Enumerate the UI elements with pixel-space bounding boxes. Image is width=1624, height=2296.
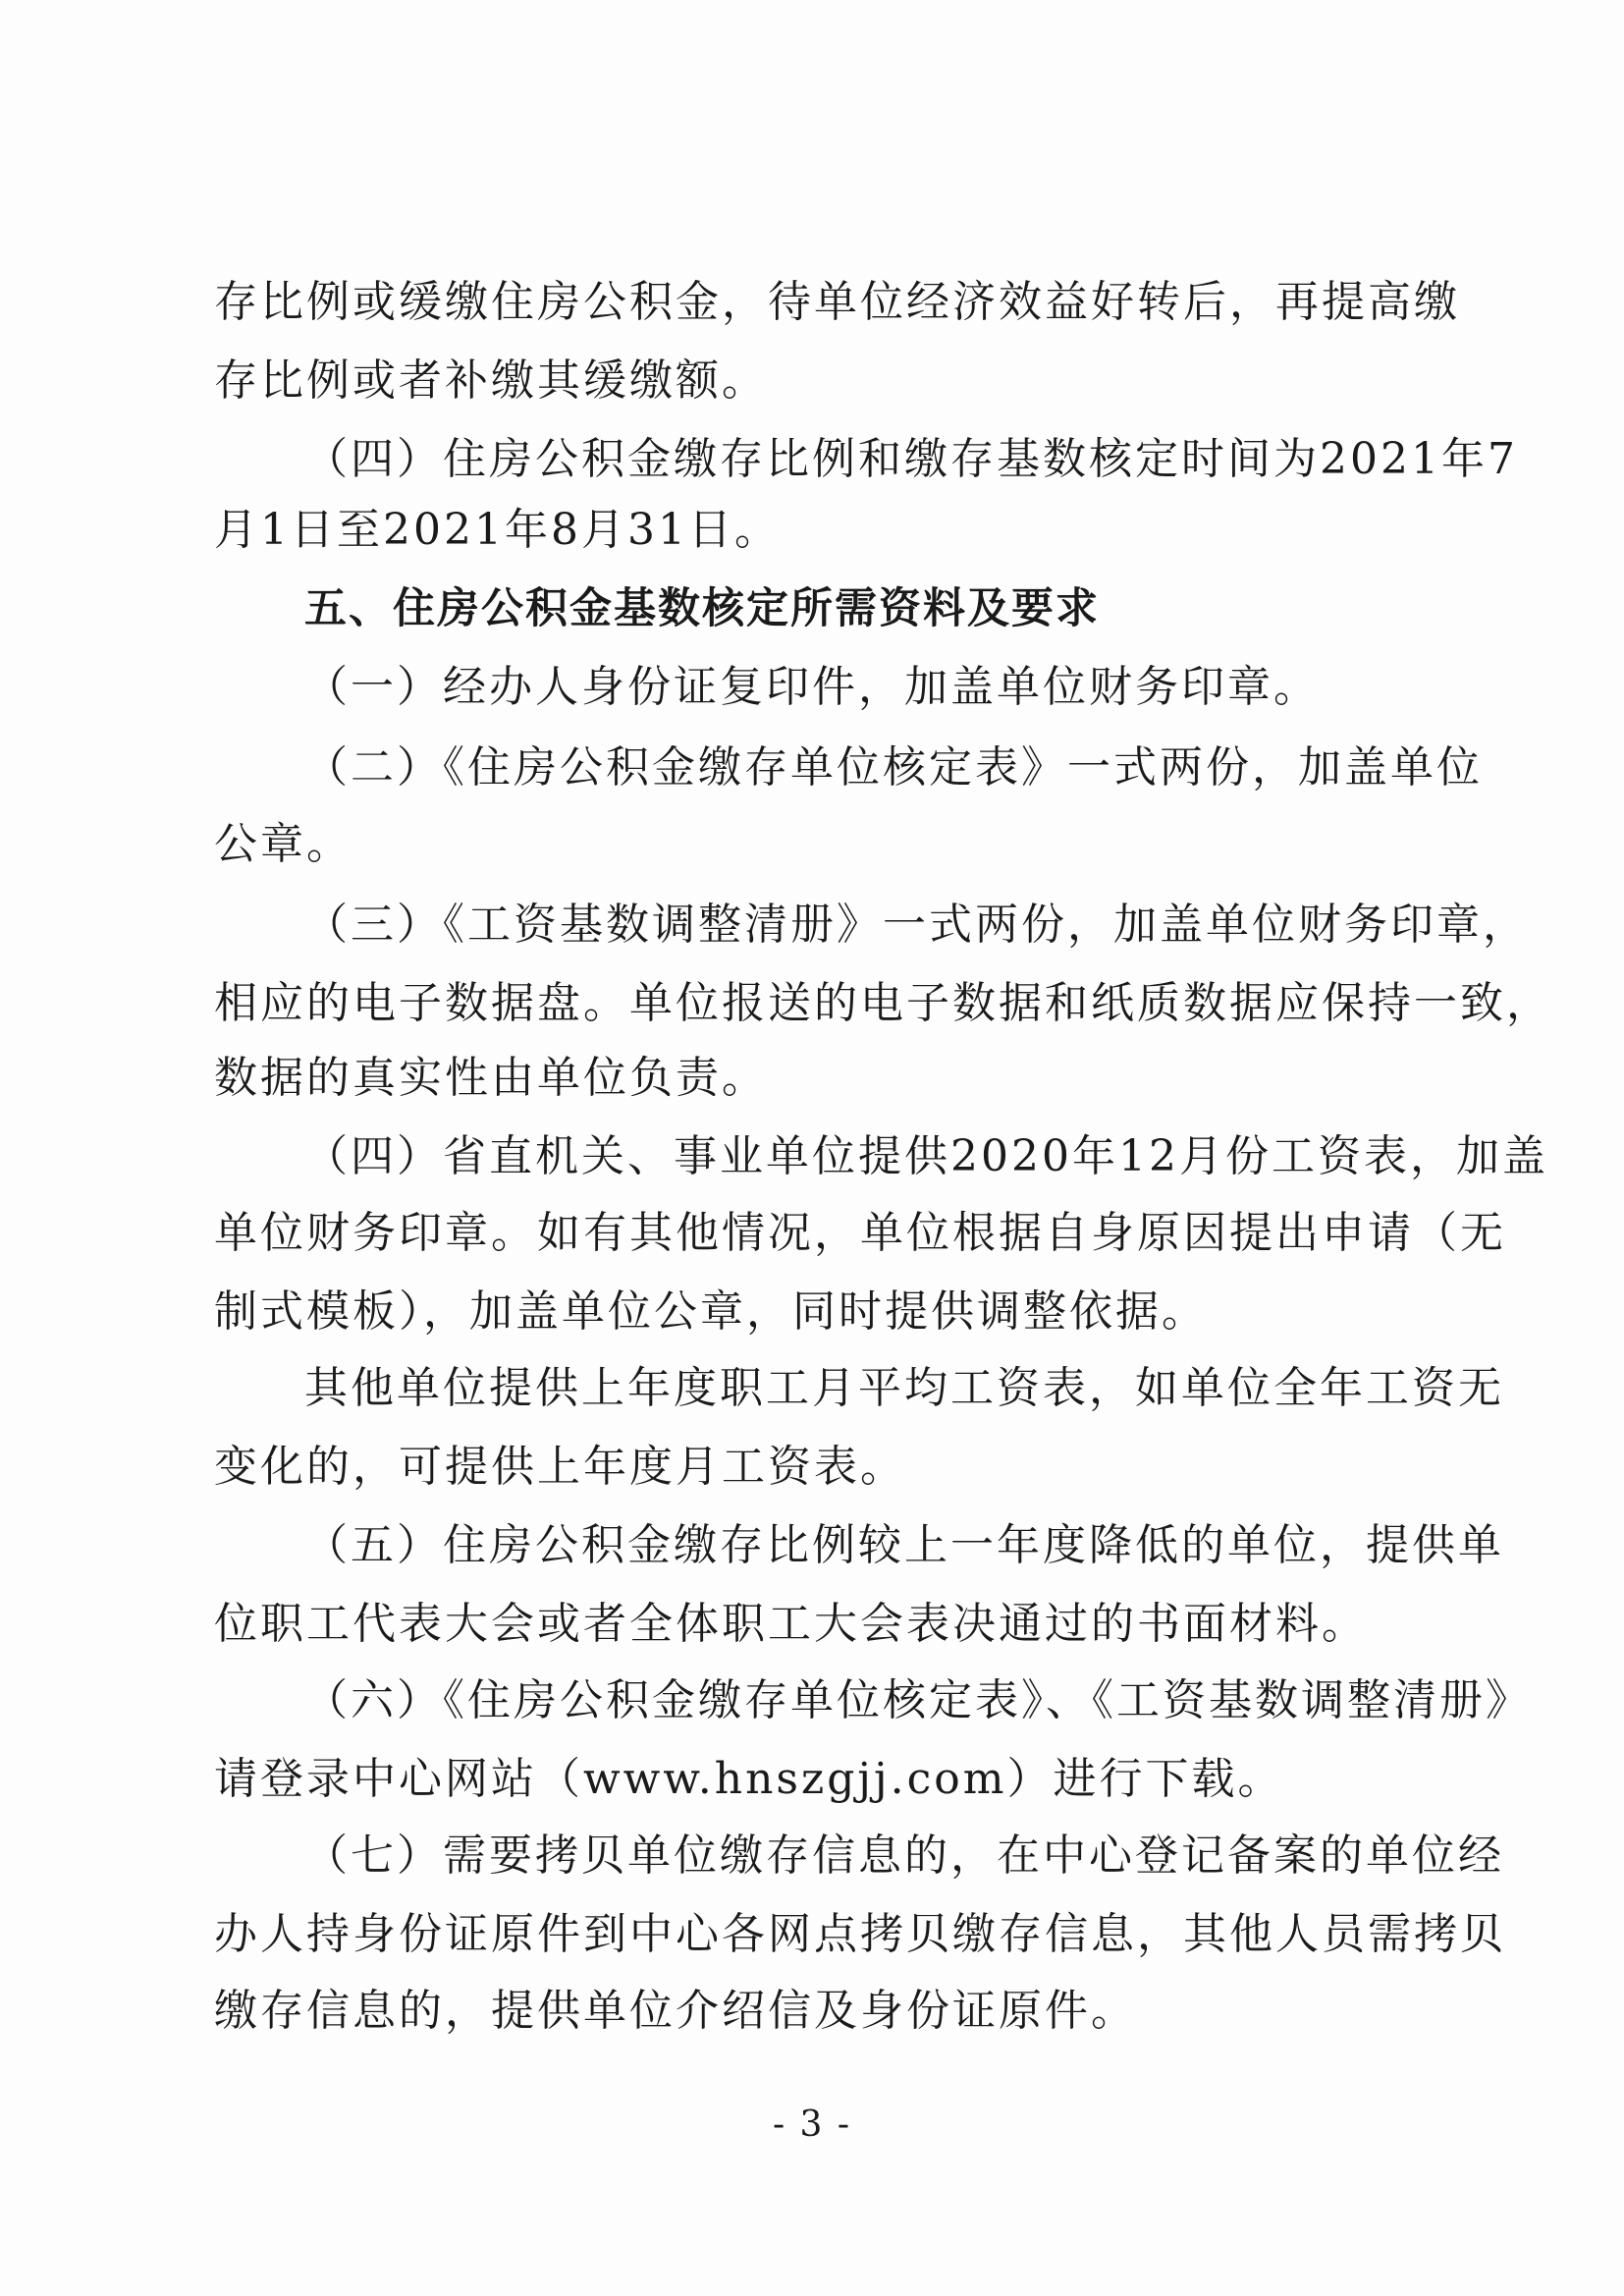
text-line: 制式模板），加盖单位公章，同时提供调整依据。 [214,1286,1208,1337]
text-line: （五）住房公积金缴存比例较上一年度降低的单位，提供单 [304,1520,1504,1570]
text-line: （七）需要拷贝单位缴存信息的，在中心登记备案的单位经 [304,1831,1504,1881]
text-line: 变化的，可提供上年度月工资表。 [214,1442,906,1492]
text-line: 单位财务印章。如有其他情况，单位根据自身原因提出申请（无 [214,1208,1506,1258]
text-line: （二）《住房公积金缴存单位核定表》一式两份，加盖单位 [304,742,1483,793]
text-line: 公章。 [214,819,352,869]
text-line: （四）住房公积金缴存比例和缴存基数核定时间为2021年7 [304,434,1518,484]
text-line: 存比例或者补缴其缓缴额。 [214,355,768,406]
text-line: （一）经办人身份证复印件，加盖单位财务印章。 [304,662,1320,712]
text-line: （三）《工资基数调整清册》一式两份，加盖单位财务印章， [304,900,1529,950]
text-line: 缴存信息的，提供单位介绍信及身份证原件。 [214,1986,1137,2036]
text-line: （四）省直机关、事业单位提供2020年12月份工资表，加盖 [304,1131,1548,1181]
text-line: 月1日至2021年8月31日。 [214,505,781,555]
page-number: - 3 - [772,2105,852,2145]
text-line: 存比例或缓缴住房公积金，待单位经济效益好转后，再提高缴 [214,277,1460,327]
section-heading: 五、住房公积金基数核定所需资料及要求 [304,584,1100,633]
text-line: 数据的真实性由单位负责。 [214,1053,768,1103]
text-line: 相应的电子数据盘。单位报送的电子数据和纸质数据应保持一致， [214,978,1552,1028]
text-line: 位职工代表大会或者全体职工大会表决通过的书面材料。 [214,1599,1368,1649]
text-line: （六）《住房公积金缴存单位核定表》、《工资基数调整清册》 [304,1675,1532,1725]
text-line: 办人持身份证原件到中心各网点拷贝缴存信息，其他人员需拷贝 [214,1909,1506,1959]
text-line: 请登录中心网站（www.hnszgjj.com）进行下载。 [214,1754,1284,1804]
text-line: 其他单位提供上年度职工月平均工资表，如单位全年工资无 [304,1363,1504,1413]
